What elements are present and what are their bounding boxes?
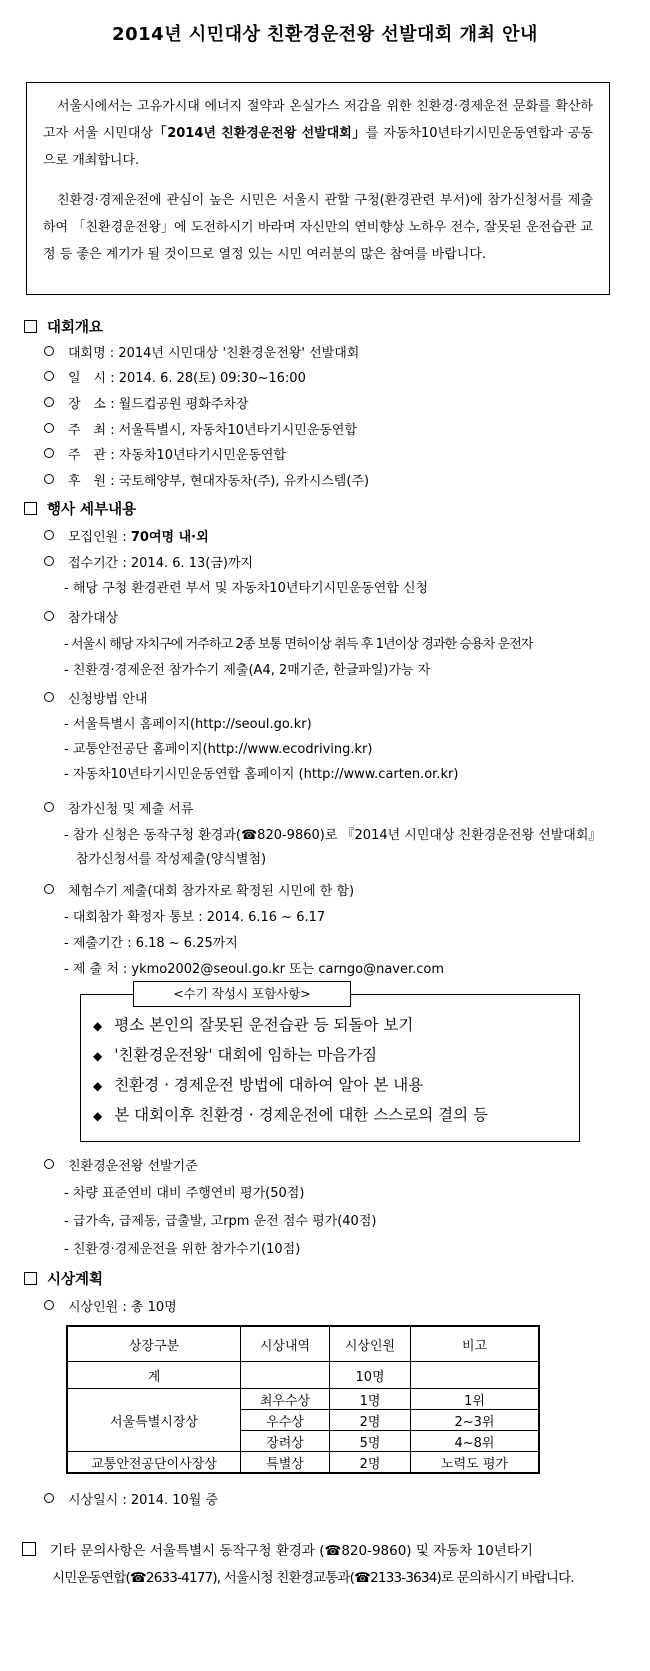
square-bullet-icon	[24, 502, 37, 515]
table-header: 시상내역	[241, 1326, 330, 1362]
table-header: 시상인원	[330, 1326, 411, 1362]
sub-item: - 서울시 해당 자치구에 거주하고 2종 보통 면허이상 취득 후 1년이상 경과한 승용차 운전자	[64, 637, 533, 652]
item-text: 주 최 : 서울특별시, 자동차10년타기시민운동연합	[68, 423, 358, 438]
list-item	[44, 798, 193, 817]
item-text: 참가대상	[68, 611, 119, 626]
table-cell: 2명	[330, 1410, 411, 1431]
table-cell: 계	[67, 1362, 241, 1389]
intro-event-name: 「2014년 친환경운전왕 선발대회」	[152, 126, 367, 141]
sub-item: - 차량 표준연비 대비 주행연비 평가(50점)	[64, 1186, 305, 1201]
footer-line-2: 시민운동연합(☎2633-4177), 서울시청 친환경교통과(☎2133-3634)로 문의하시기 바랍니다.	[52, 1570, 574, 1586]
list-item	[44, 1296, 177, 1315]
table-row	[67, 1389, 539, 1410]
circle-bullet-icon	[44, 346, 54, 356]
section-title: 시상계획	[47, 1272, 104, 1288]
list-item	[44, 552, 253, 571]
list-item	[44, 367, 306, 386]
table-cell: 5명	[330, 1431, 411, 1452]
square-bullet-icon	[24, 320, 37, 333]
list-item	[44, 470, 369, 489]
section-heading-details	[24, 498, 136, 519]
item-text: 모집인원 :	[68, 530, 131, 545]
table-row	[67, 1452, 539, 1474]
circle-bullet-icon	[44, 448, 54, 458]
sub-item: - 참가 신청은 동작구청 환경과(☎820-9860)로 『2014년 시민대상 친환경운전왕 선발대회』	[64, 828, 602, 843]
sub-item: - 친환경·경제운전 참가수기 제출(A4, 2매기준, 한글파일)가능 자	[64, 663, 431, 678]
sub-item: - 대회참가 확정자 통보 : 2014. 6.16 ~ 6.17	[64, 910, 326, 925]
sub-item: - 해당 구청 환경관련 부서 및 자동차10년타기시민운동연합 신청	[64, 581, 429, 596]
table-row	[67, 1362, 539, 1389]
intro-paragraph-1	[43, 93, 593, 174]
list-item	[44, 444, 286, 463]
table-cell	[411, 1362, 540, 1389]
item-text: 평소 본인의 잘못된 운전습관 등 되돌아 보기	[114, 1016, 414, 1034]
table-cell	[241, 1362, 330, 1389]
item-text: '친환경운전왕' 대회에 임하는 마음가짐	[114, 1046, 378, 1064]
circle-bullet-icon	[44, 397, 54, 407]
table-cell: 특별상	[241, 1452, 330, 1474]
intro-paragraph-2: 친환경·경제운전에 관심이 높은 시민은 서울시 관할 구청(환경관련 부서)에 참가신청서를 제출하여 「친환경운전왕」에 도전하시기 바라며 자신만의 연비향상 노하우 전수, 잘못된 운전습관 교정 등 좋은 계기가 될 것이므로 열정 있는 시민 여러분의 많은 참여를 바랍니다.	[43, 193, 593, 262]
table-cell: 1위	[411, 1389, 540, 1410]
sub-item: - 친환경·경제운전을 위한 참가수기(10점)	[64, 1242, 301, 1257]
list-item	[44, 880, 354, 899]
table-header: 상장구분	[67, 1326, 241, 1362]
diamond-bullet-icon: ◆	[93, 1079, 103, 1093]
list-item	[44, 1489, 218, 1508]
list-item	[44, 526, 209, 545]
table-cell: 노력도 평가	[411, 1452, 540, 1474]
circle-bullet-icon	[44, 530, 54, 540]
item-text: 접수기간 : 2014. 6. 13(금)까지	[68, 556, 254, 571]
list-item	[93, 1011, 488, 1041]
table-cell: 10명	[330, 1362, 411, 1389]
list-item	[93, 1071, 488, 1101]
circle-bullet-icon	[44, 802, 54, 812]
list-item	[93, 1041, 488, 1071]
table-cell: 2~3위	[411, 1410, 540, 1431]
footer-line-1	[22, 1538, 622, 1565]
item-text: 시상일시 : 2014. 10월 중	[68, 1493, 219, 1508]
sub-item: 참가신청서를 작성제출(양식별첨)	[76, 852, 267, 867]
circle-bullet-icon	[44, 1159, 54, 1169]
inclusions-heading: <수기 작성시 포함사항>	[133, 981, 351, 1007]
table-cell: 교통안전공단이사장상	[67, 1452, 241, 1474]
sub-item: - 서울특별시 홈페이지(http://seoul.go.kr)	[64, 717, 312, 732]
square-bullet-icon	[22, 1542, 36, 1556]
circle-bullet-icon	[44, 371, 54, 381]
diamond-bullet-icon: ◆	[93, 1019, 103, 1033]
table-cell: 최우수상	[241, 1389, 330, 1410]
sub-item: - 제출기간 : 6.18 ~ 6.25까지	[64, 936, 238, 951]
sub-item: - 제 출 처 : ykmo2002@seoul.go.kr 또는 carngo@naver.com	[64, 962, 445, 977]
table-cell: 우수상	[241, 1410, 330, 1431]
page-title: 2014년 시민대상 친환경운전왕 선발대회 개최 안내	[112, 24, 538, 45]
diamond-bullet-icon: ◆	[93, 1109, 103, 1123]
award-table	[66, 1325, 540, 1474]
table-cell: 장려상	[241, 1431, 330, 1452]
section-heading-awards	[24, 1268, 103, 1289]
item-text: 시상인원 : 총 10명	[68, 1300, 177, 1315]
list-item	[44, 342, 359, 361]
list-item	[44, 419, 357, 438]
footer-note	[22, 1538, 622, 1592]
item-text: 대회명 : 2014년 시민대상 '친환경운전왕' 선발대회	[68, 346, 360, 361]
list-item	[44, 1155, 198, 1174]
item-text: 후 원 : 국토해양부, 현대자동차(주), 유카시스템(주)	[68, 474, 370, 489]
circle-bullet-icon	[44, 474, 54, 484]
table-cell: 2명	[330, 1452, 411, 1474]
circle-bullet-icon	[44, 1300, 54, 1310]
circle-bullet-icon	[44, 884, 54, 894]
intro-box	[26, 82, 610, 295]
sub-item: - 급가속, 급제동, 급출발, 고rpm 운전 점수 평가(40점)	[64, 1214, 377, 1229]
item-text: 일 시 : 2014. 6. 28(토) 09:30~16:00	[68, 371, 306, 386]
diamond-bullet-icon: ◆	[93, 1049, 103, 1063]
recruit-value: 70여명 내·외	[130, 530, 209, 545]
item-text: 친환경 · 경제운전 방법에 대하여 알아 본 내용	[114, 1076, 424, 1094]
item-text: 본 대회이후 친환경 · 경제운전에 대한 스스로의 결의 등	[114, 1106, 488, 1124]
table-header-row	[67, 1326, 539, 1362]
circle-bullet-icon	[44, 556, 54, 566]
section-title: 대회개요	[47, 320, 104, 336]
table-cell: 4~8위	[411, 1431, 540, 1452]
footer-text: 기타 문의사항은 서울특별시 동작구청 환경과 (☎820-9860) 및 자동차 10년타기	[50, 1543, 533, 1559]
table-header: 비고	[411, 1326, 540, 1362]
list-item	[44, 393, 248, 412]
item-text: 친환경운전왕 선발기준	[68, 1159, 198, 1174]
list-item	[93, 1101, 488, 1131]
circle-bullet-icon	[44, 1493, 54, 1503]
sub-item: - 교통안전공단 홈페이지(http://www.ecodriving.kr)	[64, 742, 373, 757]
table-cell: 1명	[330, 1389, 411, 1410]
intro-text: 서울시에서는 고유가시대 에너지 절약과 온실가스 저감을 위한 친환경·경제운전 문화를 확산하고자 서울 시민대상	[43, 99, 593, 141]
item-text: 신청방법 안내	[68, 692, 148, 707]
circle-bullet-icon	[44, 423, 54, 433]
list-item	[44, 688, 147, 707]
inclusions-list	[93, 1011, 488, 1131]
circle-bullet-icon	[44, 692, 54, 702]
sub-item: - 자동차10년타기시민운동연합 홈페이지 (http://www.carten.or.kr)	[64, 767, 459, 782]
section-heading-overview	[24, 316, 103, 337]
section-title: 행사 세부내용	[47, 502, 137, 518]
list-item	[44, 607, 118, 626]
item-text: 체험수기 제출(대회 참가자로 확정된 시민에 한 함)	[68, 884, 355, 899]
item-text: 장 소 : 월드컵공원 평화주차장	[68, 397, 249, 412]
intro-text: 를 자동차10년타기시민운동연합과 공동으로 개최합니다.	[43, 126, 593, 168]
square-bullet-icon	[24, 1272, 37, 1285]
item-text: 주 관 : 자동차10년타기시민운동연합	[68, 448, 286, 463]
essay-inclusions-box	[80, 986, 580, 1142]
item-text: 참가신청 및 제출 서류	[68, 802, 194, 817]
circle-bullet-icon	[44, 611, 54, 621]
table-cell: 서울특별시장상	[67, 1389, 241, 1452]
